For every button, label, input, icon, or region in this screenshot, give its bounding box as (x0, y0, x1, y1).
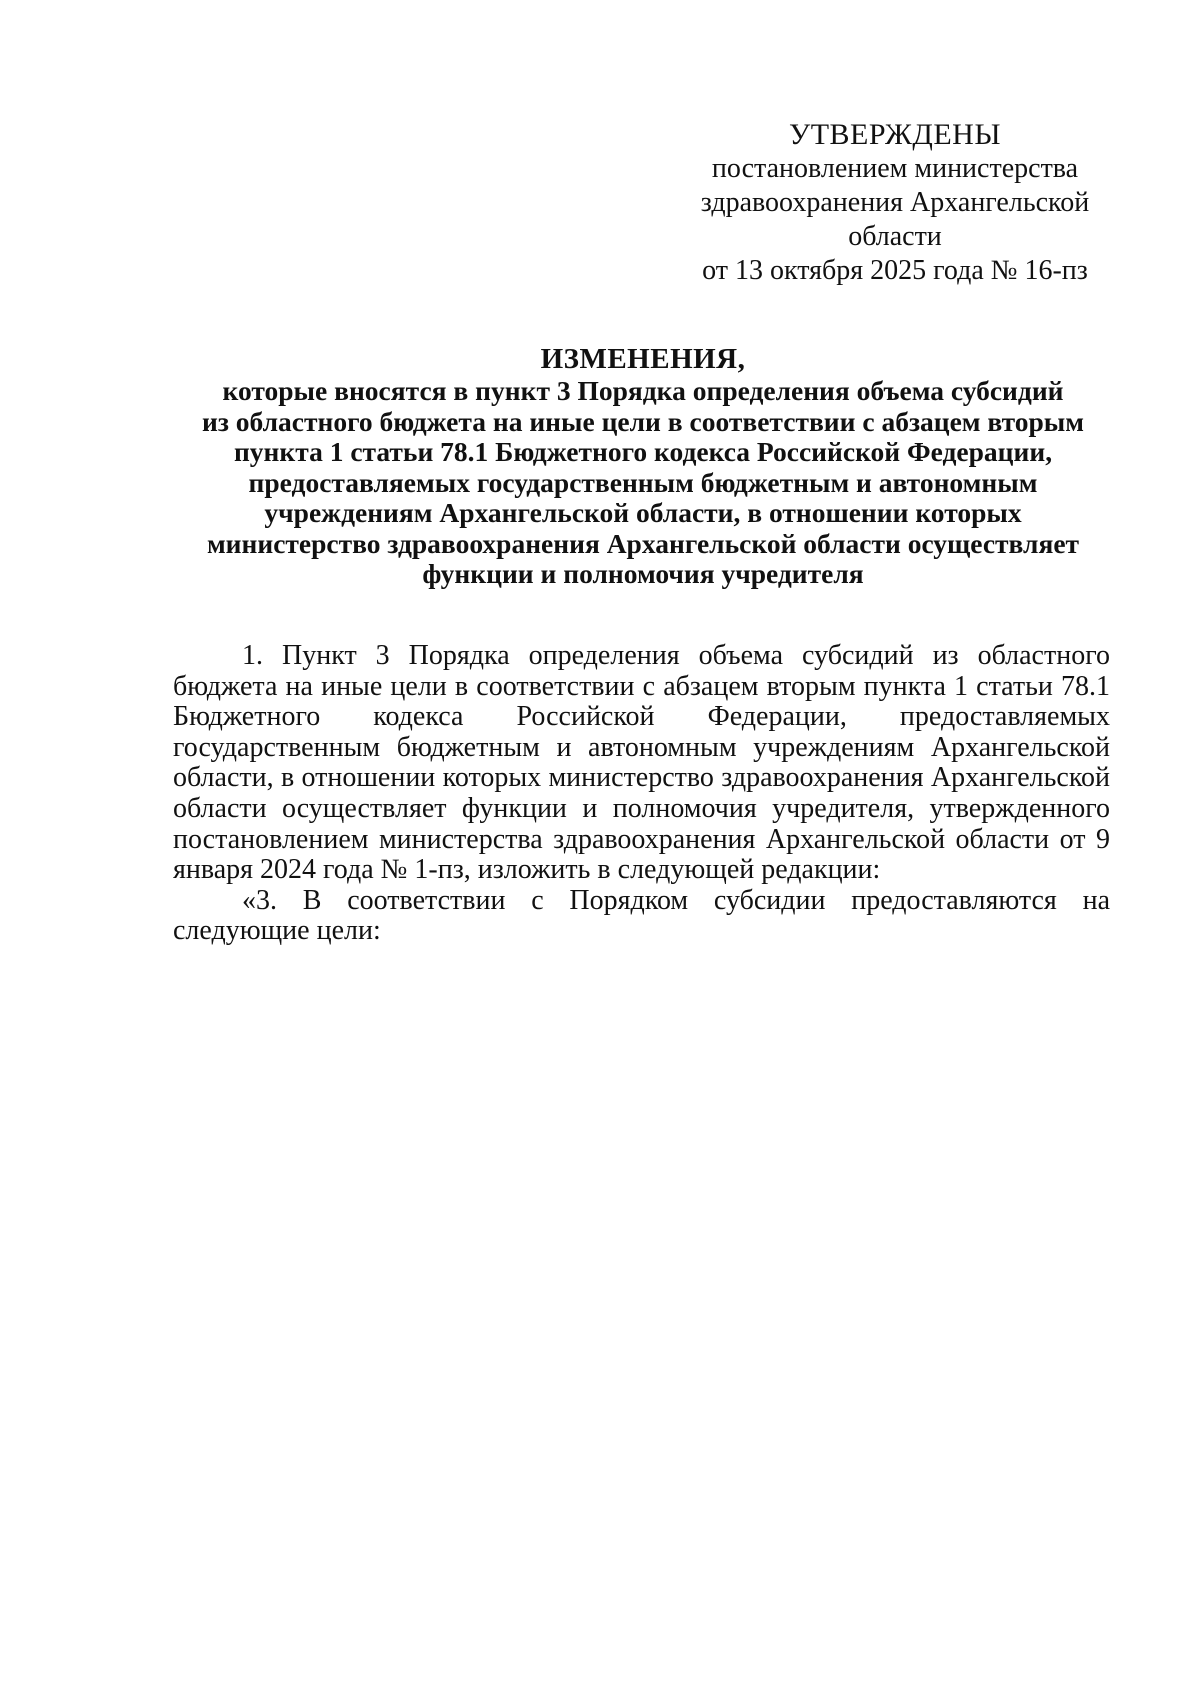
title-line: предоставляемых государственным бюджетным и автономным (248, 466, 1038, 498)
document-title: ИЗМЕНЕНИЯ, (540, 343, 746, 375)
title-line: функции и полномочия учредителя (422, 558, 864, 589)
title-line: пункта 1 статьи 78.1 Бюджетного кодекса Российской Федерации, (233, 436, 1053, 467)
document-title-block (176, 343, 1110, 590)
title-line: министерство здравоохранения Архангельской области осуществляет (206, 527, 1080, 559)
approval-stamp-block (680, 118, 1110, 288)
approval-date-number: от 13 октября 2025 года № 16-пз (702, 255, 1088, 286)
approval-line: области (848, 221, 942, 252)
body-paragraph-2: «3. В соответствии с Порядком субсидии предоставляются на следующие цели: (173, 884, 1110, 947)
document-body (173, 641, 1110, 947)
body-paragraph-1: 1. Пункт 3 Порядка определения объема субсидий из областного бюджета на иные цели в соответствии с абзацем вторым пункта 1 статьи 78.1 Бюджетного кодекса Российской Федерации, предоставляемых государственным бюджетным и автономным учреждениям Архангельской области, в отношении которых министерство здравоохранения Архангельской области осуществляет функции и полномочия учредителя, утвержденного постановлением министерства здравоохранения Архангельской области от 9 января 2024 года № 1-пз, изложить в следующей редакции: (173, 640, 1110, 886)
approval-heading: УТВЕРЖДЕНЫ (788, 118, 1002, 151)
title-line: из областного бюджета на иные цели в соответствии с абзацем вторым (202, 405, 1084, 437)
title-line: которые вносятся в пункт 3 Порядка определения объема субсидий (222, 375, 1064, 406)
title-line: учреждениям Архангельской области, в отношении которых (264, 497, 1022, 528)
approval-line: постановлением министерства (711, 153, 1079, 184)
approval-line: здравоохранения Архангельской (700, 187, 1090, 218)
